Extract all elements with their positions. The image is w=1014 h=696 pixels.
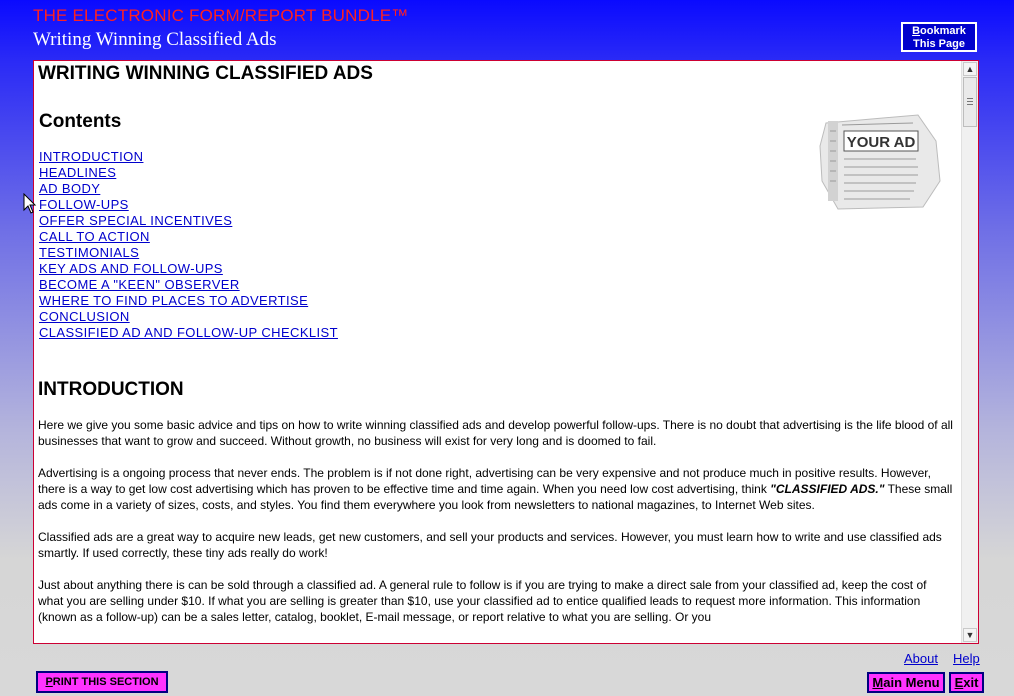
toc-link-follow-ups[interactable]: FOLLOW-UPS [39,197,129,212]
print-mnemonic: P [45,676,53,688]
main-menu-mnemonic: M [872,675,884,690]
print-label: RINT THIS SECTION [52,676,159,688]
toc-link-offer-special-incentives[interactable]: OFFER SPECIAL INCENTIVES [39,213,233,228]
bookmark-button[interactable] [901,22,977,52]
toc-link-introduction[interactable]: INTRODUCTION [39,149,144,164]
document-title: WRITING WINNING CLASSIFIED ADS [38,63,373,84]
classified-ad-newspaper-image [818,111,943,211]
help-link[interactable]: Help [953,651,980,666]
toc-link-keen-observer[interactable]: BECOME A "KEEN" OBSERVER [39,277,240,292]
vertical-scrollbar[interactable] [961,61,978,643]
app-brand-title: THE ELECTRONIC FORM/REPORT BUNDLE™ [33,6,409,25]
para2-emphasis: "CLASSIFIED ADS." [770,482,885,496]
bookmark-mnemonic: B [912,25,921,37]
print-section-button[interactable] [36,671,168,693]
document-content [38,61,954,625]
toc-link-where-to-advertise[interactable]: WHERE TO FIND PLACES TO ADVERTISE [39,293,309,308]
para2-text-after: These small ads come in a variety of sizes, costs, and styles. You find them everywhere you look from newsletters to national magazines, to Internet Web sites. [38,482,953,512]
bookmark-label-rest: ookmark [920,25,966,37]
toc-link-call-to-action[interactable]: CALL TO ACTION [39,229,150,244]
exit-label: xit [963,675,979,690]
toc-link-testimonials[interactable]: TESTIMONIALS [39,245,140,260]
introduction-heading: INTRODUCTION [38,379,184,400]
exit-button[interactable] [949,672,984,693]
bookmark-label-line1 [912,25,966,37]
scroll-thumb[interactable] [963,77,977,127]
page-subtitle: Writing Winning Classified Ads [33,29,277,50]
contents-heading: Contents [39,111,122,132]
exit-mnemonic: E [954,675,964,690]
main-menu-button[interactable] [867,672,945,693]
intro-paragraph-3: Classified ads are a great way to acquire new leads, get new customers, and sell your products and services. However, you must learn how to write and use classified ads smartly. If used correctly, these tiny ads really do work! [38,530,942,560]
para2-text-before: Advertising is a ongoing process that never ends. The problem is if not done right, advertising can be very expensive and not produce much in positive results. However, there is a way to get low cost advertising which has proven to be effective time and time again. When you need low cost advertising, think [38,466,931,496]
about-link[interactable]: About [904,651,938,666]
table-of-contents [39,149,954,341]
ad-image-text: YOUR AD [846,134,916,151]
mouse-cursor-icon [23,193,37,215]
scroll-up-arrow-icon[interactable]: ▲ [963,62,977,76]
toc-link-headlines[interactable]: HEADLINES [39,165,117,180]
toc-link-checklist[interactable]: CLASSIFIED AD AND FOLLOW-UP CHECKLIST [39,325,338,340]
document-frame [33,60,979,644]
intro-paragraph-2 [38,465,954,513]
toc-link-ad-body[interactable]: AD BODY [39,181,101,196]
intro-paragraph-4: Just about anything there is can be sold through a classified ad. A general rule to follow is if you are trying to make a direct sale from your classified ad, keep the cost of what you are selling under $10. If what you are selling is greater than $10, use your classified ad to entice qualified leads to request more information. This information (known as a follow-up) can be a sales letter, catalog, booklet, E-mail message, or report relative to what you are selling. Or you [38,578,927,624]
scroll-down-arrow-icon[interactable]: ▼ [963,628,977,642]
bookmark-label-line2: This Page [913,38,965,50]
intro-paragraph-1: Here we give you some basic advice and tips on how to write winning classified ads and develop powerful follow-ups. There is no doubt that advertising is the life blood of all businesses that want to grow and succeed. Without growth, no business will exist for very long and is doomed to fail. [38,418,953,448]
toc-link-conclusion[interactable]: CONCLUSION [39,309,130,324]
toc-link-key-ads[interactable]: KEY ADS AND FOLLOW-UPS [39,261,223,276]
main-menu-label: ain Menu [883,675,940,690]
